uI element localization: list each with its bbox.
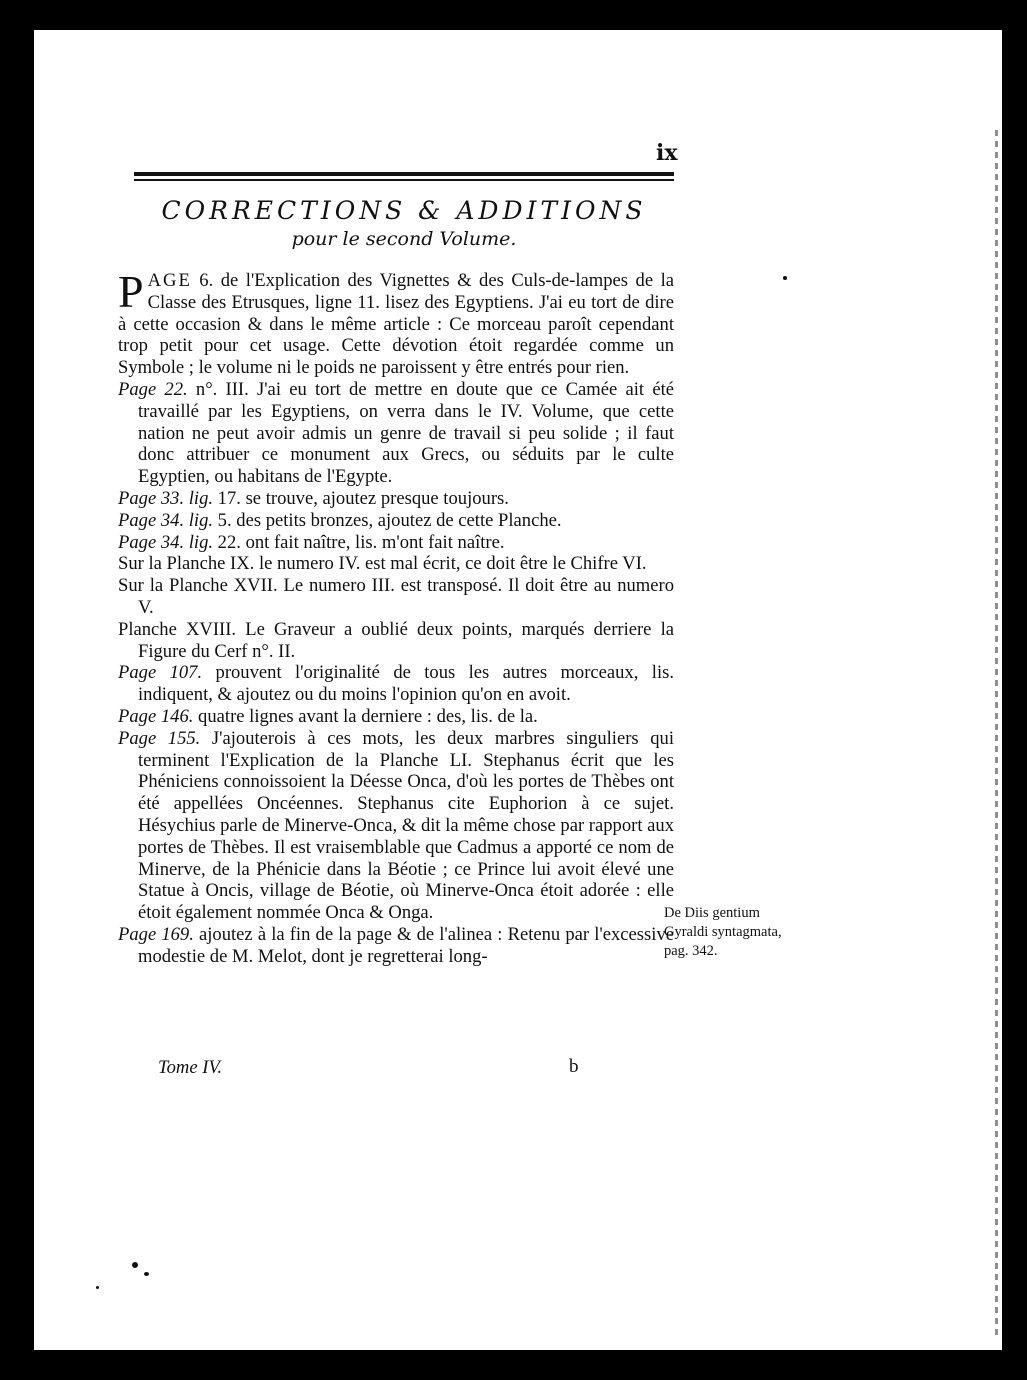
- entry-text: 6. de l'Explication des Vignettes & des Culs-de-lampes de la Classe des Etrusques, ligne 11. lisez des Egyptiens. J'ai eu tort de dire à cette occasion & dans le même article : Ce morceau paroît cependant trop petit pour cet usage. Cette dévotion étoit regardée comme un Symbole ; le volume ni le poids ne paroissent y être entrés pour rien.: [118, 270, 674, 379]
- entry-text: 17. se trouve, ajoutez presque toujours.: [213, 487, 509, 509]
- entry-text: Sur la Planche IX. le numero IV. est mal écrit, ce doit être le Chifre VI.: [118, 553, 647, 575]
- drop-cap: P: [118, 266, 144, 317]
- correction-entry-3: [118, 488, 674, 510]
- correction-entry-12: [118, 924, 674, 968]
- entry-text: Planche XVIII. Le Graveur a oublié deux points, marqués derriere la Figure du Cerf n°. II.: [118, 618, 674, 662]
- scan-edge-artifact: [995, 130, 998, 1340]
- document-page: [34, 30, 1002, 1350]
- correction-entry-11: [118, 728, 674, 924]
- ink-speck: [132, 1262, 138, 1268]
- corrections-body: [118, 266, 674, 968]
- header-rule-thin: [134, 179, 674, 181]
- entry-text: 22. ont fait naître, lis. m'ont fait naître.: [213, 531, 505, 553]
- margin-note: De Diis gentium Gyraldi syntagmata, pag. 342.: [664, 905, 782, 959]
- entry-text: J'ajouterois à ces mots, les deux marbres singuliers qui terminent l'Explication de la Planche LI. Stephanus écrit que les Phéniciens connoissoient la Déesse Onca, d'où les portes de Thèbes ont été appellées Oncéennes. Stephanus cite Euphorion à ce sujet. Hésychius parle de Minerve-Onca, & dit la même chose par rapport aux portes de Thèbes. Il est vraisemblable que Cadmus a apporté ce nom de Minerve, de la Phénicie dans la Béotie ; ce Prince lui avoit élevé une Statue à Oncis, village de Béotie, où Minerve-Onca étoit adorée : elle étoit également nommée Onca & Onga.: [138, 727, 674, 924]
- entry-ref: Page 34. lig.: [118, 531, 214, 553]
- entry-text: prouvent l'originalité de tous les autres morceaux, lis. indiquent, & ajoutez ou du moins l'opinion qu'on en avoit.: [138, 662, 674, 706]
- ink-speck: [96, 1286, 99, 1289]
- correction-entry-10: [118, 706, 674, 728]
- entry-ref: Page 33. lig.: [118, 487, 214, 509]
- header-rule-thick: [134, 172, 674, 176]
- entry-ref: Page 107.: [118, 662, 203, 684]
- correction-entry-9: [118, 662, 674, 706]
- entry-text: 5. des petits bronzes, ajoutez de cette Planche.: [213, 509, 562, 531]
- page-subtitle: pour le second Volume.: [291, 228, 517, 250]
- entry-text: Sur la Planche XVII. Le numero III. est transposé. Il doit être au numero V.: [118, 575, 674, 618]
- page-number: ix: [656, 140, 678, 166]
- entry-text: quatre lignes avant la derniere : des, lis. de la.: [193, 705, 538, 727]
- page-title: CORRECTIONS & ADDITIONS: [161, 196, 647, 225]
- ink-speck: [783, 276, 787, 280]
- entry-ref: Page 22.: [118, 378, 188, 400]
- signature-mark: b: [569, 1056, 579, 1077]
- entry-ref: Page 169.: [118, 923, 194, 945]
- entry-ref: Page 34. lig.: [118, 509, 214, 531]
- correction-entry-1: [118, 266, 674, 379]
- correction-entry-8: [118, 619, 674, 663]
- drop-cap-smallcaps: AGE: [147, 270, 192, 291]
- entry-ref: Page 155.: [118, 727, 201, 749]
- correction-entry-4: [118, 510, 674, 532]
- correction-entry-5: [118, 532, 674, 554]
- correction-entry-7: [118, 575, 674, 619]
- correction-entry-6: [118, 553, 674, 575]
- volume-footer: Tome IV.: [158, 1057, 223, 1078]
- entry-text: ajoutez à la fin de la page & de l'alinea : Retenu par l'excessive modestie de M. Melot, dont je regretterai long-: [138, 923, 674, 967]
- entry-text: n°. III. J'ai eu tort de mettre en doute que ce Camée ait été travaillé par les Egyptiens, on verra dans le IV. Volume, que cette nation ne peut avoir admis un genre de travail si peu solide ; il faut donc attribuer ce monument aux Grecs, ou séduits par le culte Egyptien, ou habitans de l'Egypte.: [138, 378, 674, 488]
- correction-entry-2: [118, 379, 674, 488]
- ink-speck: [144, 1272, 149, 1276]
- entry-ref: Page 146.: [118, 705, 194, 727]
